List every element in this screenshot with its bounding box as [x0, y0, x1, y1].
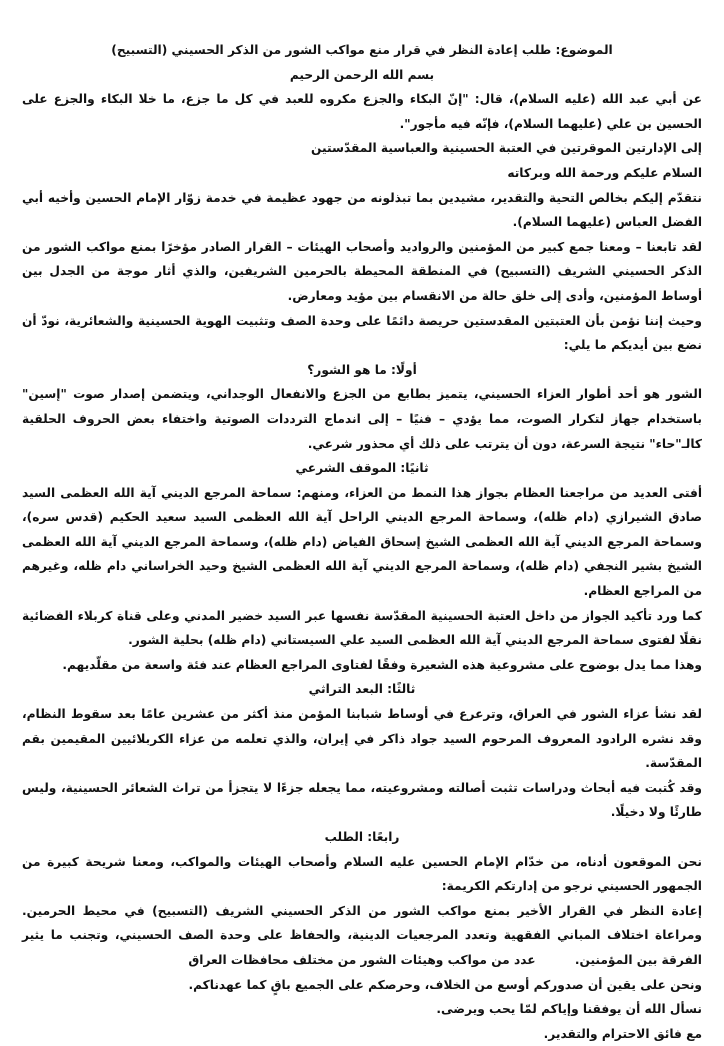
closing-line-3: مع فائق الاحترام والتقدير.	[543, 1026, 702, 1041]
section-1-paragraph: الشور هو أحد أطوار العزاء الحسيني، يتميز بطابع من الجزع والانفعال الوجداني، ويتضمن إصدار صوت "إسين" باستخدام جهاز لتكرار الصوت، مما يؤدي – فنيًا – إلى اندماج الترددات الصوتية واختفاء بعض الحروف الحلقية كالـ"حاء" نتيجة السرعة، دون أن يترتب على ذلك أي محذور شرعي.	[22, 387, 702, 451]
section-3-paragraph: لقد نشأ عزاء الشور في العراق، وترعرع في أوساط شبابنا المؤمن منذ أكثر من عشرين عامًا بعد سقوط النظام، وقد نشره الرادود المعروف المرحوم السيد جواد ذاكر في إيران، والذي تعلمه من عزاء الكربلائيين المقيمين بقم المقدّسة.	[22, 707, 702, 771]
section-heading-3: ثالثًا: البعد التراثي	[308, 682, 416, 697]
signature-line: عدد من مواكب وهيئات الشور من مختلف محافظات العراق	[188, 953, 536, 967]
intro-paragraph: نتقدّم إليكم بخالص التحية والتقدير، مشيدين بما تبذلونه من جهود عظيمة في خدمة زوّار الإمام الحسين وأخيه أبي الفضل العباس (عليهما السلام).	[22, 190, 702, 230]
basmala: بسم الله الرحمن الرحيم	[289, 67, 435, 82]
section-4-paragraph: نحن الموقعون أدناه، من خدّام الإمام الحسين عليه السلام وأصحاب الهيئات والمواكب، ومعنا شريحة كبيرة من الجمهور الحسيني نرجو من إدارتكم الكريمة:	[22, 854, 702, 894]
closing-line-2: نسأل الله أن يوفقنا وإياكم لمّا يحب ويرضى.	[436, 1002, 702, 1017]
closing-line-1: ونحن على يقين أن صدوركم أوسع من الخلاف، وحرصكم على الجميع باقٍ كما عهدناكم.	[188, 977, 702, 992]
subject-line: الموضوع: طلب إعادة النظر في قرار منع مواكب الشور من الذكر الحسيني (التسبيح)	[111, 43, 613, 57]
section-heading-1: أولًا: ما هو الشور؟	[307, 362, 417, 377]
follow-paragraph: لقد تابعنا – ومعنا جمع كبير من المؤمنين والرواديد وأصحاب الهيئات – القرار الصادر مؤخرًا بمنع مواكب الشور من الذكر الحسيني الشريف (التسبيح) في المنطقة المحيطة بالحرمين الشريفين، والذي أثار موجة من الجدل بين أوساط المؤمنين، وأدى إلى خلق حالة من الانقسام بين مؤيد ومعارض.	[22, 239, 702, 303]
section-4-paragraph-b: إعادة النظر في القرار الأخير بمنع مواكب الشور من الذكر الحسيني الشريف (التسبيح) في محيط الحرمين. ومراعاة اختلاف المباني الفقهية وتعدد المرجعيات الدينية، والحفاظ على وحدة الصف الحسيني، وتجنب ما يثير الفرقة بين المؤمنين.	[22, 903, 702, 967]
section-heading-4: رابعًا: الطلب	[324, 830, 400, 844]
section-2-paragraph: أفتى العديد من مراجعنا العظام بجواز هذا النمط من العزاء، ومنهم: سماحة المرجع الديني آية الله العظمى السيد صادق الشيرازي (دام ظله)، وسماحة المرجع الديني الراحل آية الله العظمى السيد سعيد الحكيم (قدس سره)، وسماحة المرجع الديني آية الله العظمى الشيخ إسحاق الفياض (دام ظله)، وسماحة المرجع الديني آية الله العظمى الشيخ بشير النجفي (دام ظله)، وسماحة المرجع الديني آية الله العظمى الشيخ وحيد الخراساني دام ظله، وغيرهم من المراجع العظام.	[22, 485, 702, 599]
believe-paragraph: وحيث إننا نؤمن بأن العتبتين المقدستين حريصة دائمًا على وحدة الصف وتثبيت الهوية الحسينية والشعائرية، نودّ أن نضع بين أيديكم ما يلي:	[22, 313, 702, 353]
section-2-paragraph-b: كما ورد تأكيد الجواز من داخل العتبة الحسينية المقدّسة نفسها عبر السيد خضير المدني وعلى قناة كربلاء الفضائية نقلًا لفتوى سماحة المرجع الديني آية الله العظمى السيد علي السيستاني (دام ظله) بحلية الشور.	[22, 608, 702, 648]
addressee: إلى الإدارتين الموقرتين في العتبة الحسينية والعباسية المقدّستين	[311, 141, 702, 156]
section-heading-2: ثانيًا: الموقف الشرعي	[295, 461, 429, 476]
section-2-paragraph-c: وهذا مما يدل بوضوح على مشروعية هذه الشعيرة وفقًا لفتاوى المراجع العظام عند فئة واسعة من مقلّديهم.	[62, 657, 702, 672]
section-3-paragraph-b: وقد كُتبت فيه أبحاث ودراسات تثبت أصالته ومشروعيته، مما يجعله جزءًا لا يتجزأ من تراث الشعائر الحسينية، وليس طارئًا ولا دخيلًا.	[22, 780, 702, 820]
hadith-quote: عن أبي عبد الله (عليه السلام)، قال: "إنّ البكاء والجزع مكروه للعبد في كل ما جزع، ما خلا البكاء والجزع على الحسين بن علي (عليهما السلام)، فإنّه فيه مأجور".	[22, 92, 702, 131]
greeting: السلام عليكم ورحمة الله وبركاته	[507, 165, 702, 180]
